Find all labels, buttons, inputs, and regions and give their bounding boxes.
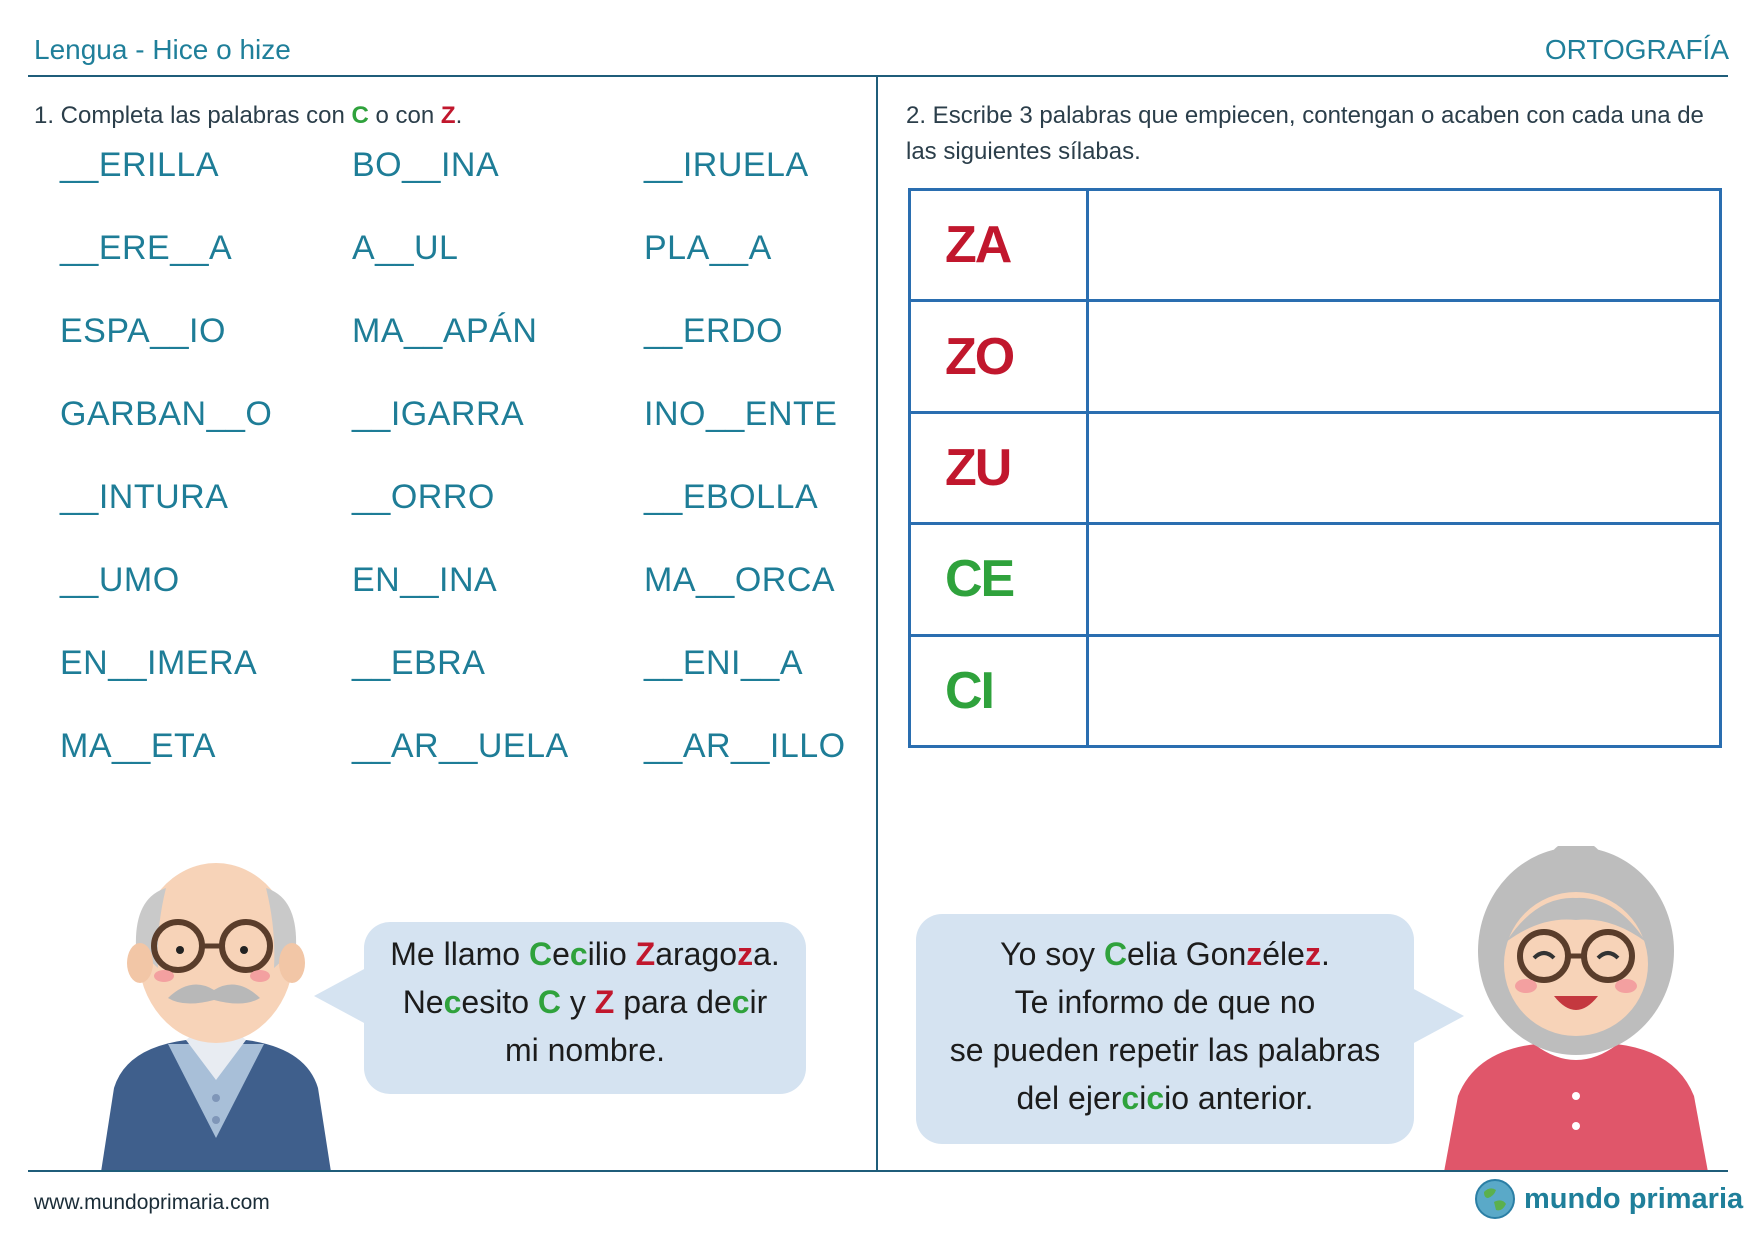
syllable-table bbox=[908, 188, 1722, 748]
word-item: __AR__ILLO bbox=[644, 727, 846, 765]
speech-line bbox=[364, 978, 806, 1026]
speech-segment: y bbox=[560, 984, 595, 1020]
word-item: INO__ENTE bbox=[644, 395, 838, 433]
speech-segment: a. bbox=[753, 936, 780, 972]
subject-label: ORTOGRAFÍA bbox=[1544, 34, 1729, 65]
syllable-row bbox=[910, 301, 1721, 412]
speech-segment: i bbox=[1139, 1080, 1147, 1116]
word-item: EN__IMERA bbox=[60, 644, 258, 682]
speech-segment: C bbox=[528, 936, 553, 972]
speech-segment: C bbox=[1103, 936, 1128, 972]
word-item: __ERE__A bbox=[60, 229, 233, 267]
speech-segment: c bbox=[443, 984, 462, 1020]
worksheet-title: Lengua - Hice o hize bbox=[34, 34, 291, 65]
speech-segment: elia Gon bbox=[1127, 936, 1247, 972]
word-item: MA__ORCA bbox=[644, 561, 836, 599]
word-item: __EBRA bbox=[352, 644, 486, 682]
brand-logo bbox=[1474, 1178, 1743, 1220]
speech-segment: éle bbox=[1262, 936, 1305, 972]
word-item: GARBAN__O bbox=[60, 395, 273, 433]
answer-cell[interactable] bbox=[1088, 301, 1721, 412]
word-item: PLA__A bbox=[644, 229, 772, 267]
speech-line bbox=[364, 930, 806, 978]
speech-segment: Z bbox=[635, 936, 656, 972]
grandpa-illustration bbox=[96, 858, 336, 1172]
column-divider bbox=[876, 75, 878, 1171]
speech-bubble-grandma bbox=[916, 914, 1414, 1144]
speech-line bbox=[364, 1026, 806, 1074]
speech-segment: z bbox=[1304, 936, 1321, 972]
speech-segment: para de bbox=[614, 984, 732, 1020]
instruction-part: C bbox=[351, 102, 369, 129]
speech-segment: . bbox=[1320, 936, 1330, 972]
word-item: __ERILLA bbox=[60, 146, 219, 184]
speech-segment: mi nombre. bbox=[504, 1032, 666, 1068]
instruction-part: 1. Completa las palabras con bbox=[34, 102, 352, 129]
speech-segment: z bbox=[1246, 936, 1263, 972]
brand-name: mundo primaria bbox=[1524, 1182, 1744, 1215]
speech-line bbox=[916, 1074, 1414, 1122]
syllable-row bbox=[910, 635, 1721, 746]
speech-bubble-grandpa bbox=[364, 922, 806, 1094]
word-item: MA__ETA bbox=[60, 727, 216, 765]
speech-segment: C bbox=[537, 984, 561, 1020]
instruction-part: . bbox=[455, 102, 463, 129]
syllable-label: CE bbox=[910, 524, 1088, 635]
footer-url[interactable]: www.mundoprimaria.com bbox=[34, 1191, 270, 1214]
speech-segment: Me llamo bbox=[390, 936, 529, 972]
word-item: __EBOLLA bbox=[644, 478, 819, 516]
word-item: __ORRO bbox=[352, 478, 495, 516]
speech-segment: Ne bbox=[402, 984, 444, 1020]
exercise1-instruction bbox=[34, 98, 462, 134]
syllable-row bbox=[910, 190, 1721, 301]
word-grid bbox=[60, 146, 860, 810]
speech-segment: e bbox=[552, 936, 570, 972]
instruction-part: o con bbox=[368, 102, 441, 129]
grandma-illustration bbox=[1436, 846, 1716, 1172]
speech-line bbox=[916, 1026, 1414, 1074]
speech-segment: ir bbox=[749, 984, 768, 1020]
speech-segment: Te informo de que no bbox=[1014, 984, 1316, 1020]
syllable-row bbox=[910, 412, 1721, 523]
word-item: BO__INA bbox=[352, 146, 500, 184]
header-divider bbox=[28, 75, 1728, 77]
speech-segment: Z bbox=[594, 984, 615, 1020]
speech-segment: esito bbox=[461, 984, 538, 1020]
speech-segment: ilio bbox=[587, 936, 636, 972]
speech-segment: c bbox=[1121, 1080, 1140, 1116]
speech-segment: c bbox=[569, 936, 588, 972]
word-item: __IRUELA bbox=[644, 146, 809, 184]
speech-line bbox=[916, 930, 1414, 978]
syllable-label: CI bbox=[910, 635, 1088, 746]
footer-divider bbox=[28, 1170, 1728, 1172]
syllable-label: ZO bbox=[910, 301, 1088, 412]
answer-cell[interactable] bbox=[1088, 190, 1721, 301]
speech-segment: io anterior. bbox=[1164, 1080, 1314, 1116]
word-item: __IGARRA bbox=[352, 395, 525, 433]
word-item: A__UL bbox=[352, 229, 459, 267]
instruction-part: Z bbox=[440, 102, 456, 129]
speech-segment: arago bbox=[655, 936, 738, 972]
word-item: __AR__UELA bbox=[352, 727, 569, 765]
word-item: MA__APÁN bbox=[352, 312, 538, 350]
speech-segment: del ejer bbox=[1016, 1080, 1122, 1116]
word-item: __INTURA bbox=[60, 478, 229, 516]
syllable-row bbox=[910, 524, 1721, 635]
syllable-label: ZU bbox=[910, 412, 1088, 523]
word-item: __ERDO bbox=[644, 312, 784, 350]
speech-segment: c bbox=[731, 984, 750, 1020]
word-item: __UMO bbox=[60, 561, 180, 599]
syllable-label: ZA bbox=[910, 190, 1088, 301]
answer-cell[interactable] bbox=[1088, 635, 1721, 746]
word-item: ESPA__IO bbox=[60, 312, 226, 350]
word-item: __ENI__A bbox=[644, 644, 803, 682]
speech-segment: Yo soy bbox=[1000, 936, 1104, 972]
speech-segment: z bbox=[737, 936, 754, 972]
speech-line bbox=[916, 978, 1414, 1026]
speech-segment: se pueden repetir las palabras bbox=[949, 1032, 1381, 1068]
bubble-tail-left bbox=[314, 968, 366, 1024]
answer-cell[interactable] bbox=[1088, 412, 1721, 523]
word-item: EN__INA bbox=[352, 561, 498, 599]
speech-segment: c bbox=[1146, 1080, 1165, 1116]
answer-cell[interactable] bbox=[1088, 524, 1721, 635]
globe-icon bbox=[1474, 1178, 1516, 1220]
exercise2-instruction: 2. Escribe 3 palabras que empiecen, contengan o acaben con cada una de las siguientes sílabas. bbox=[906, 102, 1704, 165]
